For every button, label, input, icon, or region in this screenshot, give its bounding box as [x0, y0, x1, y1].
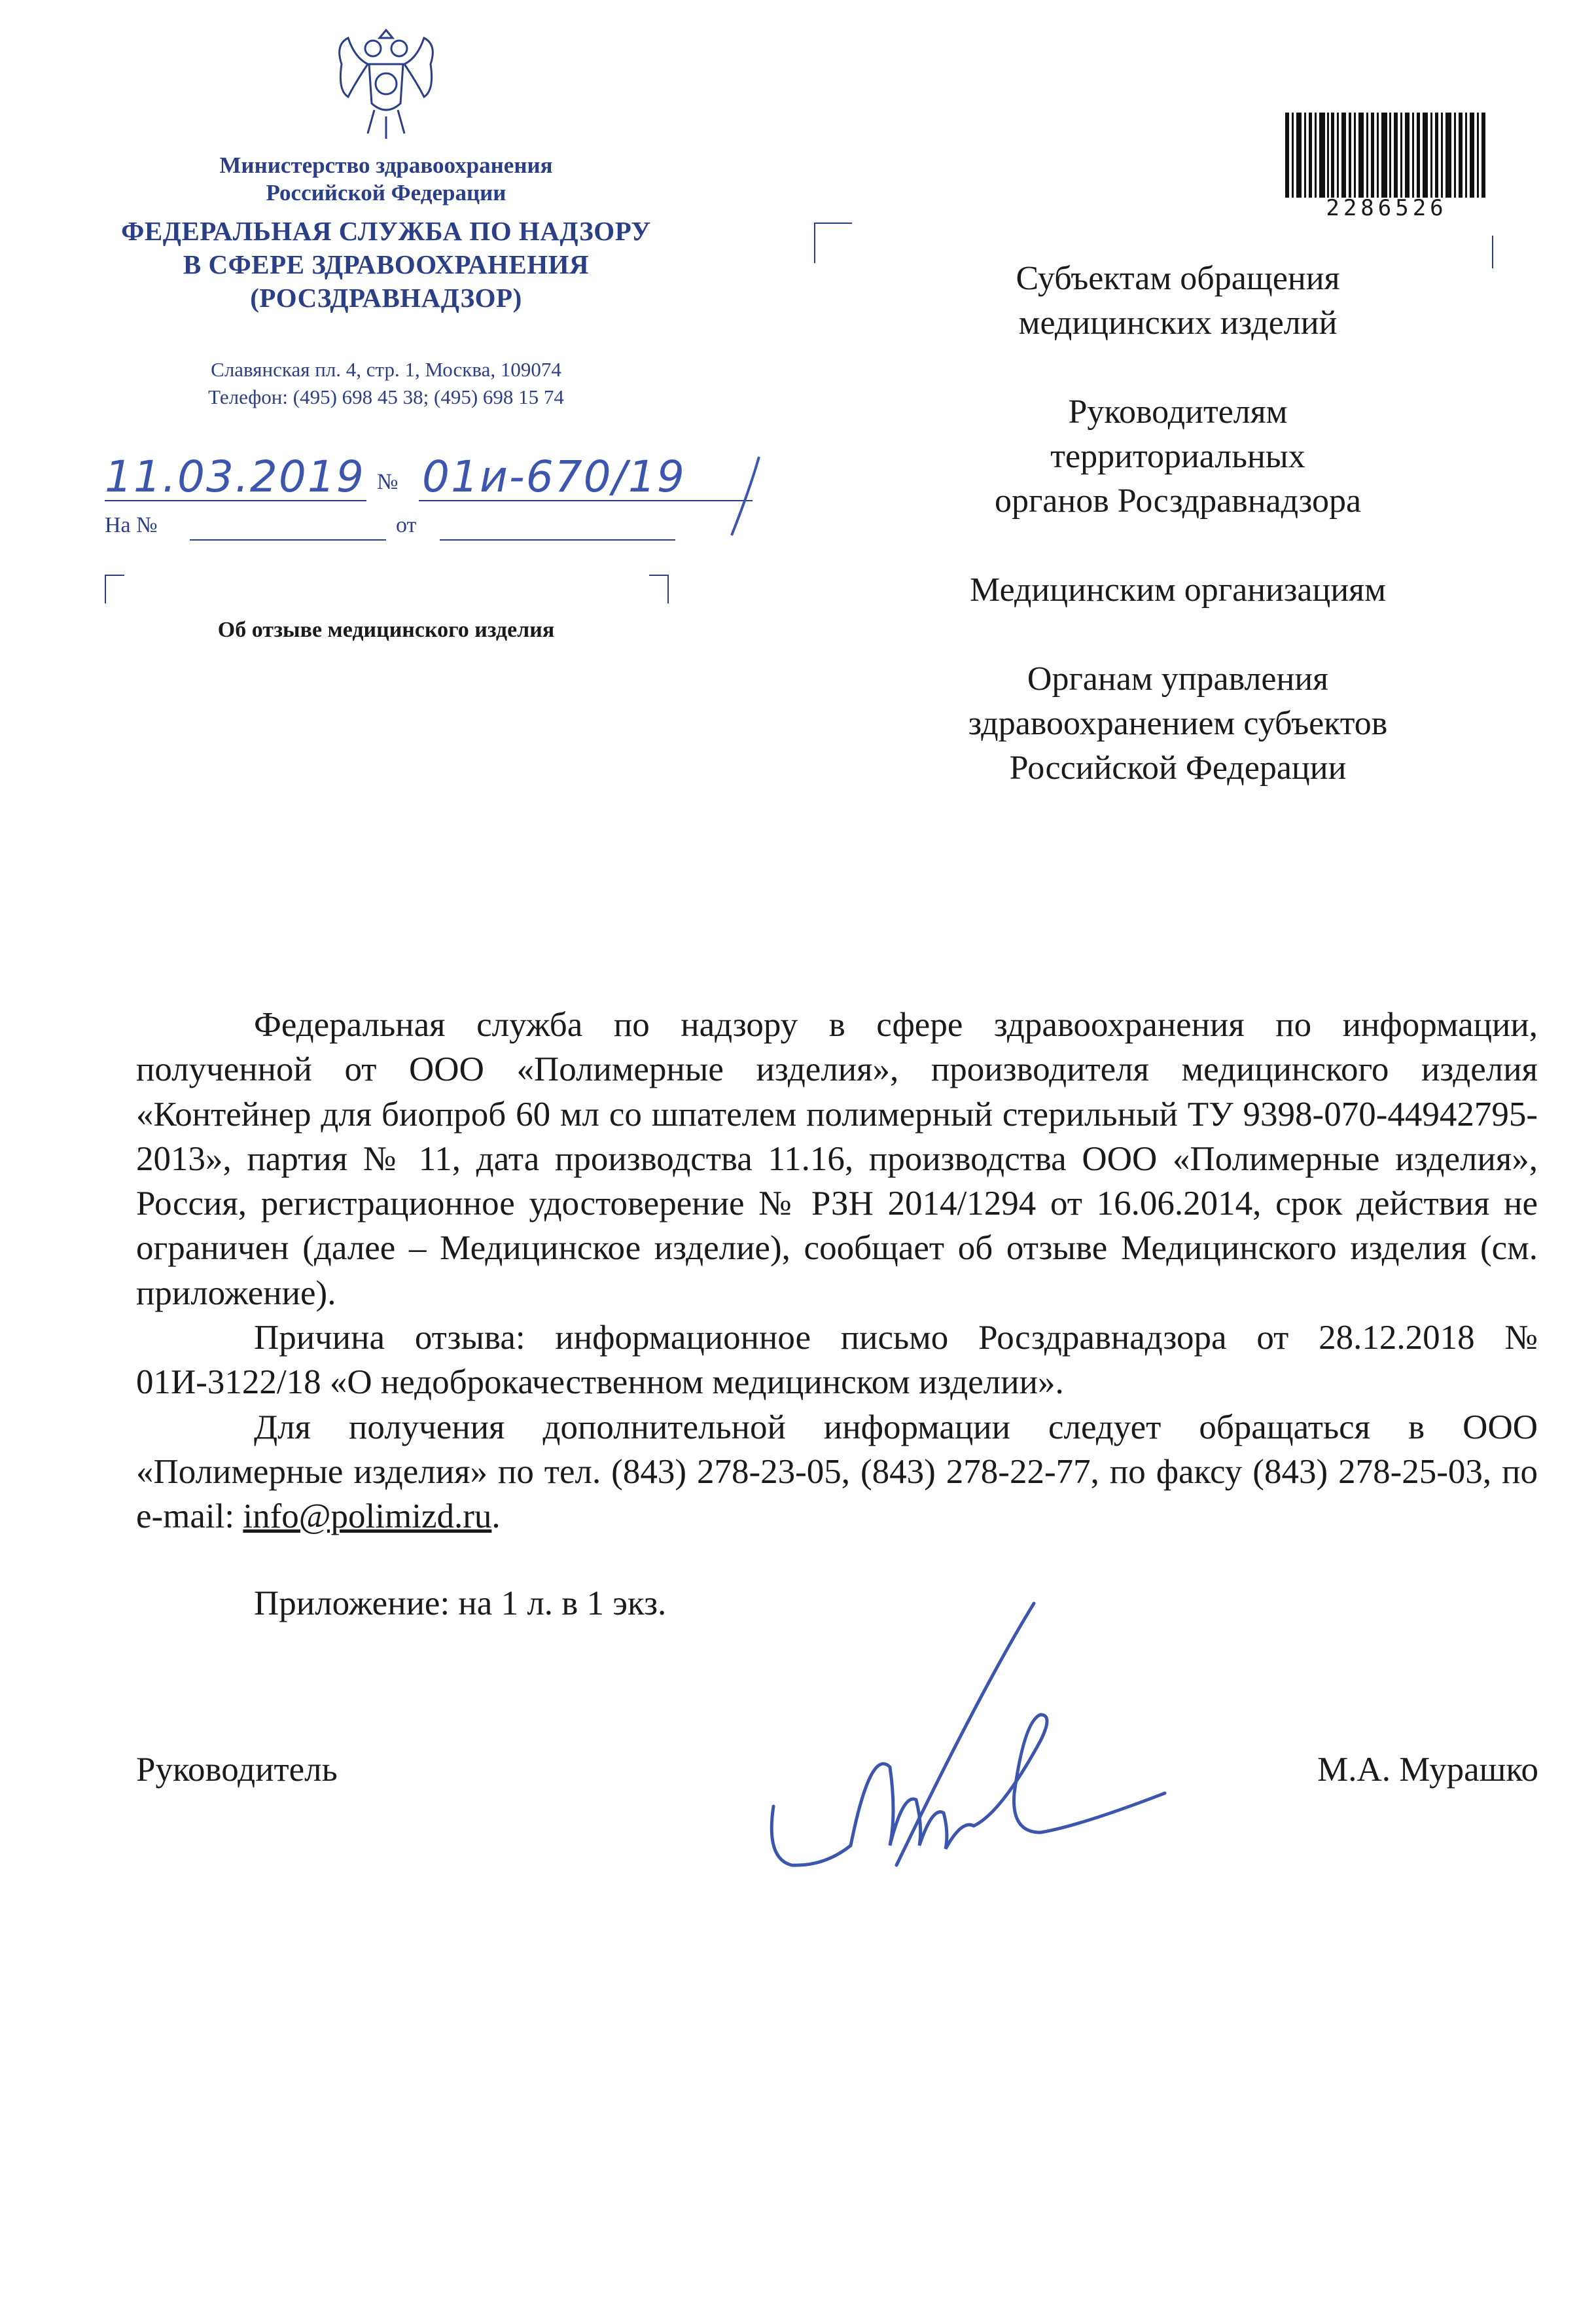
recipient-group: Субъектам обращения медицинских изделий	[1016, 260, 1340, 342]
barcode	[1285, 113, 1488, 198]
outgoing-date: 11.03.2019	[105, 452, 365, 502]
recipient-group: Медицинским организациям	[970, 571, 1386, 609]
letter-subject: Об отзыве медицинского изделия	[217, 618, 555, 642]
recipient-group: Органам управления здравоохранением субъектов Российской Федерации	[968, 660, 1388, 787]
signer-position: Руководитель	[136, 1751, 338, 1789]
barcode-number: 2286526	[1326, 195, 1447, 221]
recipient-group: Руководителям территориальных органов Росздравнадзора	[994, 393, 1362, 520]
coat-of-arms-emblem	[328, 18, 444, 143]
addressee-corner-left	[814, 223, 852, 263]
handwritten-signature	[766, 1597, 1184, 1885]
subject-corner-left	[105, 575, 124, 603]
subject-corner-right	[649, 575, 669, 603]
recipients-block	[910, 257, 1446, 791]
body-paragraph-3: Для получения дополнительной информации следует обращаться в ООО «Полимерные изделия» по тел. (843) 278-23-05, (843) 278-22-77, по факсу (843) 278-25-03, по e-mail: info@polimizd.ru.	[136, 1408, 1538, 1536]
ministry-name: Министерство здравоохранения Российской Федерации	[219, 152, 553, 205]
signer-name: М.А. Мурашко	[1317, 1751, 1538, 1789]
reply-from-label: от	[396, 513, 417, 537]
addressee-corner-right	[1489, 236, 1493, 268]
attachment-note: Приложение: на 1 л. в 1 экз.	[254, 1584, 667, 1622]
reply-number-label: На №	[105, 513, 158, 537]
body-paragraph-2: Причина отзыва: информационное письмо Росздравнадзора от 28.12.2018 № 01И-3122/18 «О недоброкачественном медицинском изделии».	[136, 1319, 1538, 1402]
contact-email-link[interactable]: info@polimizd.ru	[243, 1497, 492, 1536]
letter-body	[136, 1003, 1538, 1539]
number-slash-mark	[105, 452, 864, 543]
agency-name: ФЕДЕРАЛЬНАЯ СЛУЖБА ПО НАДЗОРУ В СФЕРЕ ЗДРАВООХРАНЕНИЯ (РОСЗДРАВНАДЗОР)	[121, 216, 651, 313]
outgoing-number: 01и-670/19	[422, 452, 686, 502]
body-paragraph-1: Федеральная служба по надзору в сфере здравоохранения по информации, полученной от ООО «Полимерные изделия», производителя медицинского изделия «Контейнер для биопроб 60 мл со шпателем полимерный стерильный ТУ 9398-070-44942795-2013», партия № 11, дата производства 11.16, производства ООО «Полимерные изделия», Россия, регистрационное удостоверение № РЗН 2014/1294 от 16.06.2014, срок действия не ограничен (далее – Медицинское изделие), сообщает об отзыве Медицинского изделия (см. приложение).	[136, 1006, 1538, 1312]
agency-address: Славянская пл. 4, стр. 1, Москва, 109074 Телефон: (495) 698 45 38; (495) 698 15 74	[208, 358, 564, 408]
number-sign: №	[377, 470, 399, 494]
